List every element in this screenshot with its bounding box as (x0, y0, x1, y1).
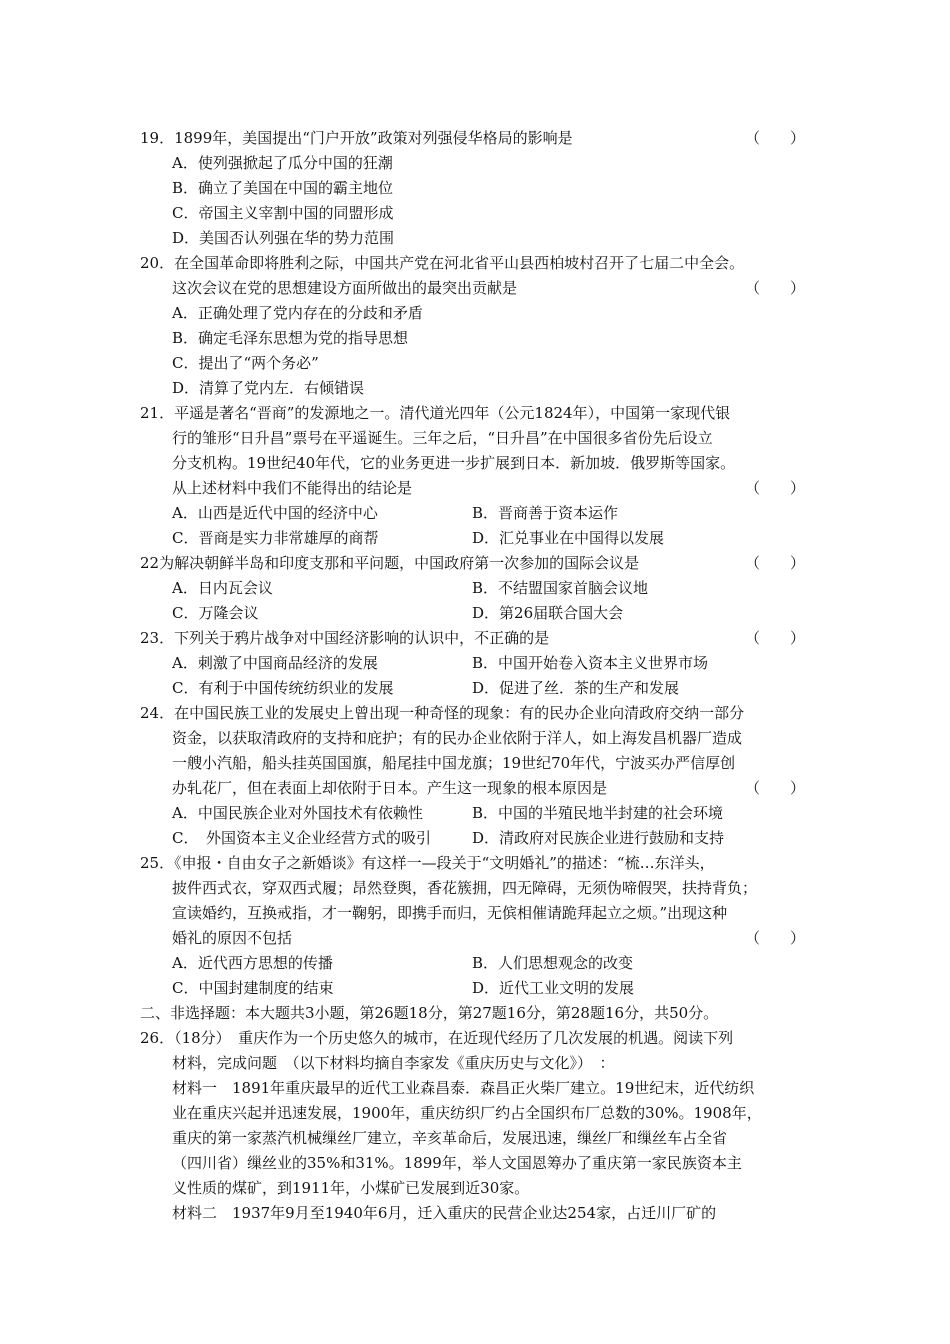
question-24-stem-line-1: 24．在中国民族工业的发展史上曾出现一种奇怪的现象：有的民办企业向清政府交纳一部分 (140, 704, 745, 722)
option-24-b: B．中国的半殖民地半封建的社会环境 (472, 804, 724, 822)
question-21-stem-line-2: 行的雏形“日升昌”票号在平遥诞生。三年之后，“日升昌”在中国很多省份先后设立 (172, 429, 713, 447)
option-21-c: C．晋商是实力非常雄厚的商帮 (172, 529, 379, 547)
option-20-c: C．提出了“两个务必” (172, 354, 319, 372)
section-2-heading: 二、非选择题：本大题共3小题，第26题18分，第27题16分，第28题16分，共50分。 (140, 1004, 719, 1022)
question-24-stem-line-3: 一艘小汽船，船头挂英国国旗，船尾挂中国龙旗；19世纪70年代，宁波买办严信厚创 (172, 754, 736, 772)
question-24-stem-line-2: 资金，以获取清政府的支持和庇护；有的民办企业依附于洋人，如上海发昌机器厂造成 (172, 729, 743, 747)
question-23-stem: 23．下列关于鸦片战争对中国经济影响的认识中，不正确的是 (140, 629, 550, 647)
option-24-a: A．中国民族企业对外国技术有依赖性 (172, 804, 423, 822)
option-23-b: B．中国开始卷入资本主义世界市场 (472, 654, 709, 672)
question-26-stem-line-2: 材料，完成问题 （以下材料均摘自李家发《重庆历史与文化》） ： (172, 1054, 615, 1072)
question-21-stem-line-1: 21．平遥是著名“晋商”的发源地之一。清代道光四年（公元1824年），中国第一家现代银 (140, 404, 731, 422)
option-21-d: D．汇兑事业在中国得以发展 (472, 529, 665, 547)
option-21-b: B．晋商善于资本运作 (472, 504, 619, 522)
material-1-line-3: 重庆的第一家蒸汽机械缫丝厂建立，辛亥革命后，发展迅速，缫丝厂和缫丝车占全省 (172, 1129, 728, 1147)
question-22-stem: 22为解决朝鲜半岛和印度支那和平问题，中国政府第一次参加的国际会议是 (140, 554, 640, 572)
answer-blank-20: （ ） (745, 279, 806, 297)
option-24-d: D．清政府对民族企业进行鼓励和支持 (472, 829, 725, 847)
option-22-a: A．日内瓦会议 (172, 579, 273, 597)
option-25-b: B．人们思想观念的改变 (472, 954, 634, 972)
answer-blank-23: （ ） (745, 629, 806, 647)
answer-blank-21: （ ） (745, 479, 806, 497)
option-22-d: D．第26届联合国大会 (472, 604, 624, 622)
material-1-line-5: 义性质的煤矿，到1911年，小煤矿已发展到近30家。 (172, 1179, 530, 1197)
question-21-stem-line-3: 分支机构。19世纪40年代，它的业务更进一步扩展到日本．新加坡．俄罗斯等国家。 (172, 454, 736, 472)
question-24-stem-line-4: 办轧花厂，但在表面上却依附于日本。产生这一现象的根本原因是 (172, 779, 608, 797)
option-25-a: A．近代西方思想的传播 (172, 954, 333, 972)
answer-blank-24: （ ） (745, 779, 806, 797)
option-22-b: B．不结盟国家首脑会议地 (472, 579, 649, 597)
question-21-stem-line-4: 从上述材料中我们不能得出的结论是 (172, 479, 413, 497)
material-1-line-4: （四川省）缫丝业的35%和31%。1899年，举人文国恩筹办了重庆第一家民族资本主 (172, 1154, 742, 1172)
option-20-b: B．确定毛泽东思想为党的指导思想 (172, 329, 409, 347)
option-25-d: D．近代工业文明的发展 (472, 979, 635, 997)
option-19-b: B．确立了美国在中国的霸主地位 (172, 179, 394, 197)
question-25-stem-line-3: 宣读婚约，互换戒指，才一鞠躬，即携手而归，无傧相催请跪拜起立之烦。”出现这种 (172, 904, 728, 922)
option-22-c: C．万隆会议 (172, 604, 259, 622)
option-25-c: C．中国封建制度的结束 (172, 979, 334, 997)
question-25-stem-line-2: 披件西式衣，穿双西式履；昂然登舆，香花簇拥，四无障碍，无须伪啼假哭，扶持背负； (172, 879, 758, 897)
answer-blank-22: （ ） (745, 554, 806, 572)
option-19-c: C．帝国主义宰割中国的同盟形成 (172, 204, 394, 222)
question-26-stem-line-1: 26．（18分） 重庆作为一个历史悠久的城市，在近现代经历了几次发展的机遇。阅读下列 (140, 1029, 734, 1047)
material-2-line-1: 材料二 1937年9月至1940年6月，迁入重庆的民营企业达254家，占迁川厂矿的 (172, 1204, 717, 1222)
question-20-stem-line-1: 20．在全国革命即将胜利之际，中国共产党在河北省平山县西柏坡村召开了七届二中全会。 (140, 254, 745, 272)
question-19-stem: 19．1899年，美国提出“门户开放”政策对列强侵华格局的影响是 (140, 129, 573, 147)
answer-blank-19: （ ） (745, 129, 806, 147)
option-20-d: D．清算了党内左．右倾错误 (172, 379, 365, 397)
material-1-line-1: 材料一 1891年重庆最早的近代工业森昌泰．森昌正火柴厂建立。19世纪末，近代纺织 (172, 1079, 755, 1097)
option-19-a: A．使列强掀起了瓜分中国的狂潮 (172, 154, 393, 172)
question-25-stem-line-4: 婚礼的原因不包括 (172, 929, 293, 947)
option-23-d: D．促进了丝．茶的生产和发展 (472, 679, 680, 697)
question-25-stem-line-1: 25．《申报・自由女子之新婚谈》有这样一—段关于“文明婚礼”的描述：“梳…东洋头， (140, 854, 715, 872)
material-1-line-2: 业在重庆兴起并迅速发展，1900年，重庆纺织厂约占全国织布厂总数的30%。1908年， (172, 1104, 762, 1122)
option-23-c: C．有利于中国传统纺织业的发展 (172, 679, 394, 697)
answer-blank-25: （ ） (745, 929, 806, 947)
question-20-stem-line-2: 这次会议在党的思想建设方面所做出的最突出贡献是 (172, 279, 518, 297)
option-20-a: A．正确处理了党内存在的分歧和矛盾 (172, 304, 423, 322)
option-24-c: C． 外国资本主义企业经营方式的吸引 (172, 829, 431, 847)
option-23-a: A．刺激了中国商品经济的发展 (172, 654, 378, 672)
option-19-d: D．美国否认列强在华的势力范围 (172, 229, 395, 247)
option-21-a: A．山西是近代中国的经济中心 (172, 504, 378, 522)
